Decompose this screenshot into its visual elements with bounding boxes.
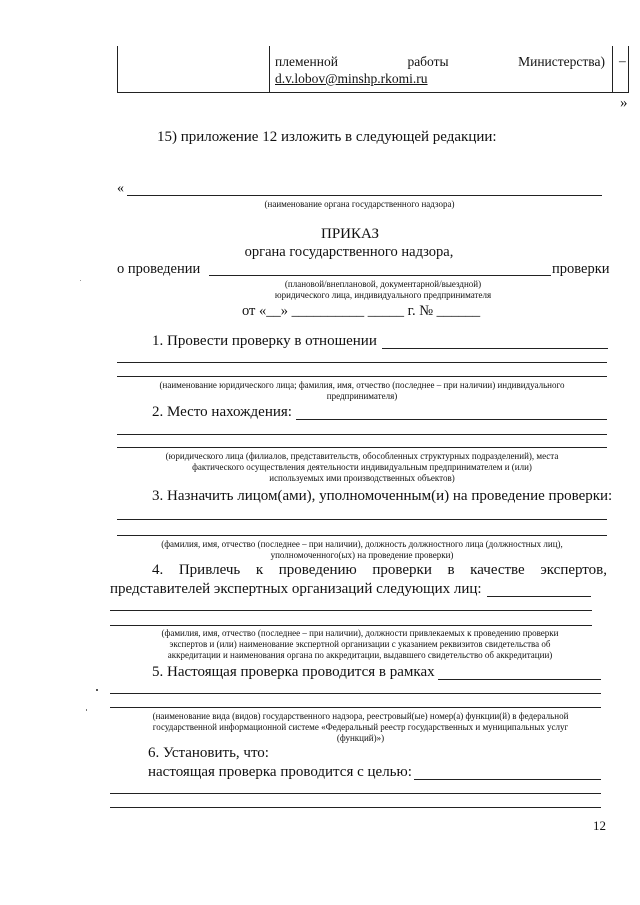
p2-caption-line2: фактического осуществления деятельности индивидуальным предпринимателем и (или)	[192, 462, 532, 472]
caption-organ: (наименование органа государственного надзора)	[264, 199, 455, 209]
p4-word: Привлечь	[178, 562, 241, 578]
p6-line2: настоящая проверка проводится с целью:	[148, 764, 412, 780]
conduct-type-line	[209, 275, 551, 276]
p3-label: 3. Назначить лицом(ами), уполномоченным(и) на проведение проверки:	[152, 488, 613, 504]
p5-fill-line	[110, 693, 601, 694]
p4-line1	[152, 562, 607, 579]
p2-fill-line	[117, 447, 607, 448]
p3-caption-line2: уполномоченного(ых) на проведение проверки)	[270, 550, 454, 560]
table-word: работы	[407, 54, 449, 69]
p2-fill-line	[296, 419, 607, 420]
p4-caption-line3: аккредитации и наименования органа по аккредитации, выдавшего свидетельство об аккредитации)	[167, 650, 553, 660]
p4-word: 4.	[152, 562, 164, 578]
p2-label: 2. Место нахождения:	[152, 404, 292, 420]
p4-word: проведению	[278, 562, 357, 578]
p4-caption-line1: (фамилия, имя, отчество (последнее – при наличии), должности привлекаемых к проведению проверки	[161, 628, 559, 638]
p4-word: качестве	[470, 562, 525, 578]
p1-caption-line2: предпринимателя)	[326, 391, 398, 401]
p5-label: 5. Настоящая проверка проводится в рамках	[152, 664, 435, 680]
p6-fill-line	[110, 807, 601, 808]
p6-fill-line	[414, 779, 601, 780]
table-word: племенной	[275, 54, 338, 69]
p2-fill-line	[117, 434, 607, 435]
p5-caption-line2: государственной информационной системе «Федеральный реестр государственных и муниципальных услуг	[152, 722, 569, 732]
p4-caption-line2: экспертов и (или) наименование экспертной организации с указанием реквизитов свидетельства об	[169, 639, 551, 649]
p5-fill-line	[438, 679, 601, 680]
p1-label: 1. Провести проверку в отношении	[152, 333, 377, 349]
p4-line2: представителей экспертных организаций следующих лиц:	[110, 581, 482, 597]
p3-fill-line	[117, 535, 607, 536]
p4-fill-line	[487, 596, 591, 597]
caption-type-line1: (плановой/внеплановой, документарной/выездной)	[284, 279, 482, 289]
p1-fill-line	[117, 376, 607, 377]
conduct-prefix: о проведении	[117, 261, 201, 277]
p3-fill-line	[117, 519, 607, 520]
date-line: от «__» __________ _____ г. № ______	[242, 303, 481, 319]
p4-fill-line	[110, 625, 592, 626]
table-divider	[269, 46, 270, 92]
p6-fill-line	[110, 793, 601, 794]
p6-label: 6. Установить, что:	[148, 745, 269, 761]
conduct-suffix: проверки	[552, 261, 610, 277]
order-subtitle: органа государственного надзора,	[244, 244, 454, 260]
scan-speck	[86, 709, 87, 711]
page-number: 12	[593, 818, 606, 833]
p4-word: проверки	[372, 562, 432, 578]
table-email: d.v.lobov@minshp.rkomi.ru	[275, 71, 428, 86]
table-divider	[612, 46, 613, 92]
p5-fill-line	[110, 707, 601, 708]
p1-fill-line	[117, 362, 607, 363]
p1-fill-line	[382, 348, 608, 349]
organ-name-line	[127, 195, 602, 196]
table-word: Министерства)	[518, 54, 605, 69]
p5-caption-line1: (наименование вида (видов) государственного надзора, реестровый(ые) номер(а) функции(й) в федеральной	[152, 711, 569, 721]
scan-speck	[80, 280, 81, 281]
table-cell-dash: –	[619, 53, 626, 68]
p4-word: экспертов,	[540, 562, 607, 578]
p1-caption-line1: (наименование юридического лица; фамилия, имя, отчество (последнее – при наличии) индивидуального	[159, 380, 565, 390]
p4-word: к	[255, 562, 264, 578]
close-quote: »	[620, 95, 628, 111]
p2-caption-line3: используемых ими производственных объектов)	[269, 473, 455, 483]
order-title: ПРИКАЗ	[321, 226, 379, 242]
caption-type-line2: юридического лица, индивидуального предпринимателя	[274, 290, 492, 300]
open-quote: «	[117, 181, 124, 196]
p3-caption-line1: (фамилия, имя, отчество (последнее – при наличии), должность должностного лица (должностных лиц),	[161, 539, 563, 549]
table-cell-text	[275, 53, 605, 87]
p4-word: в	[447, 562, 455, 578]
p2-caption-line1: (юридического лица (филиалов, представительств, обособленных структурных подразделений), места	[165, 451, 559, 461]
item-15-text: 15) приложение 12 изложить в следующей редакции:	[157, 129, 497, 145]
table-fragment	[117, 46, 629, 93]
scan-speck	[96, 689, 98, 691]
p4-fill-line	[110, 610, 592, 611]
p5-caption-line3: (функций)»)	[336, 733, 385, 743]
